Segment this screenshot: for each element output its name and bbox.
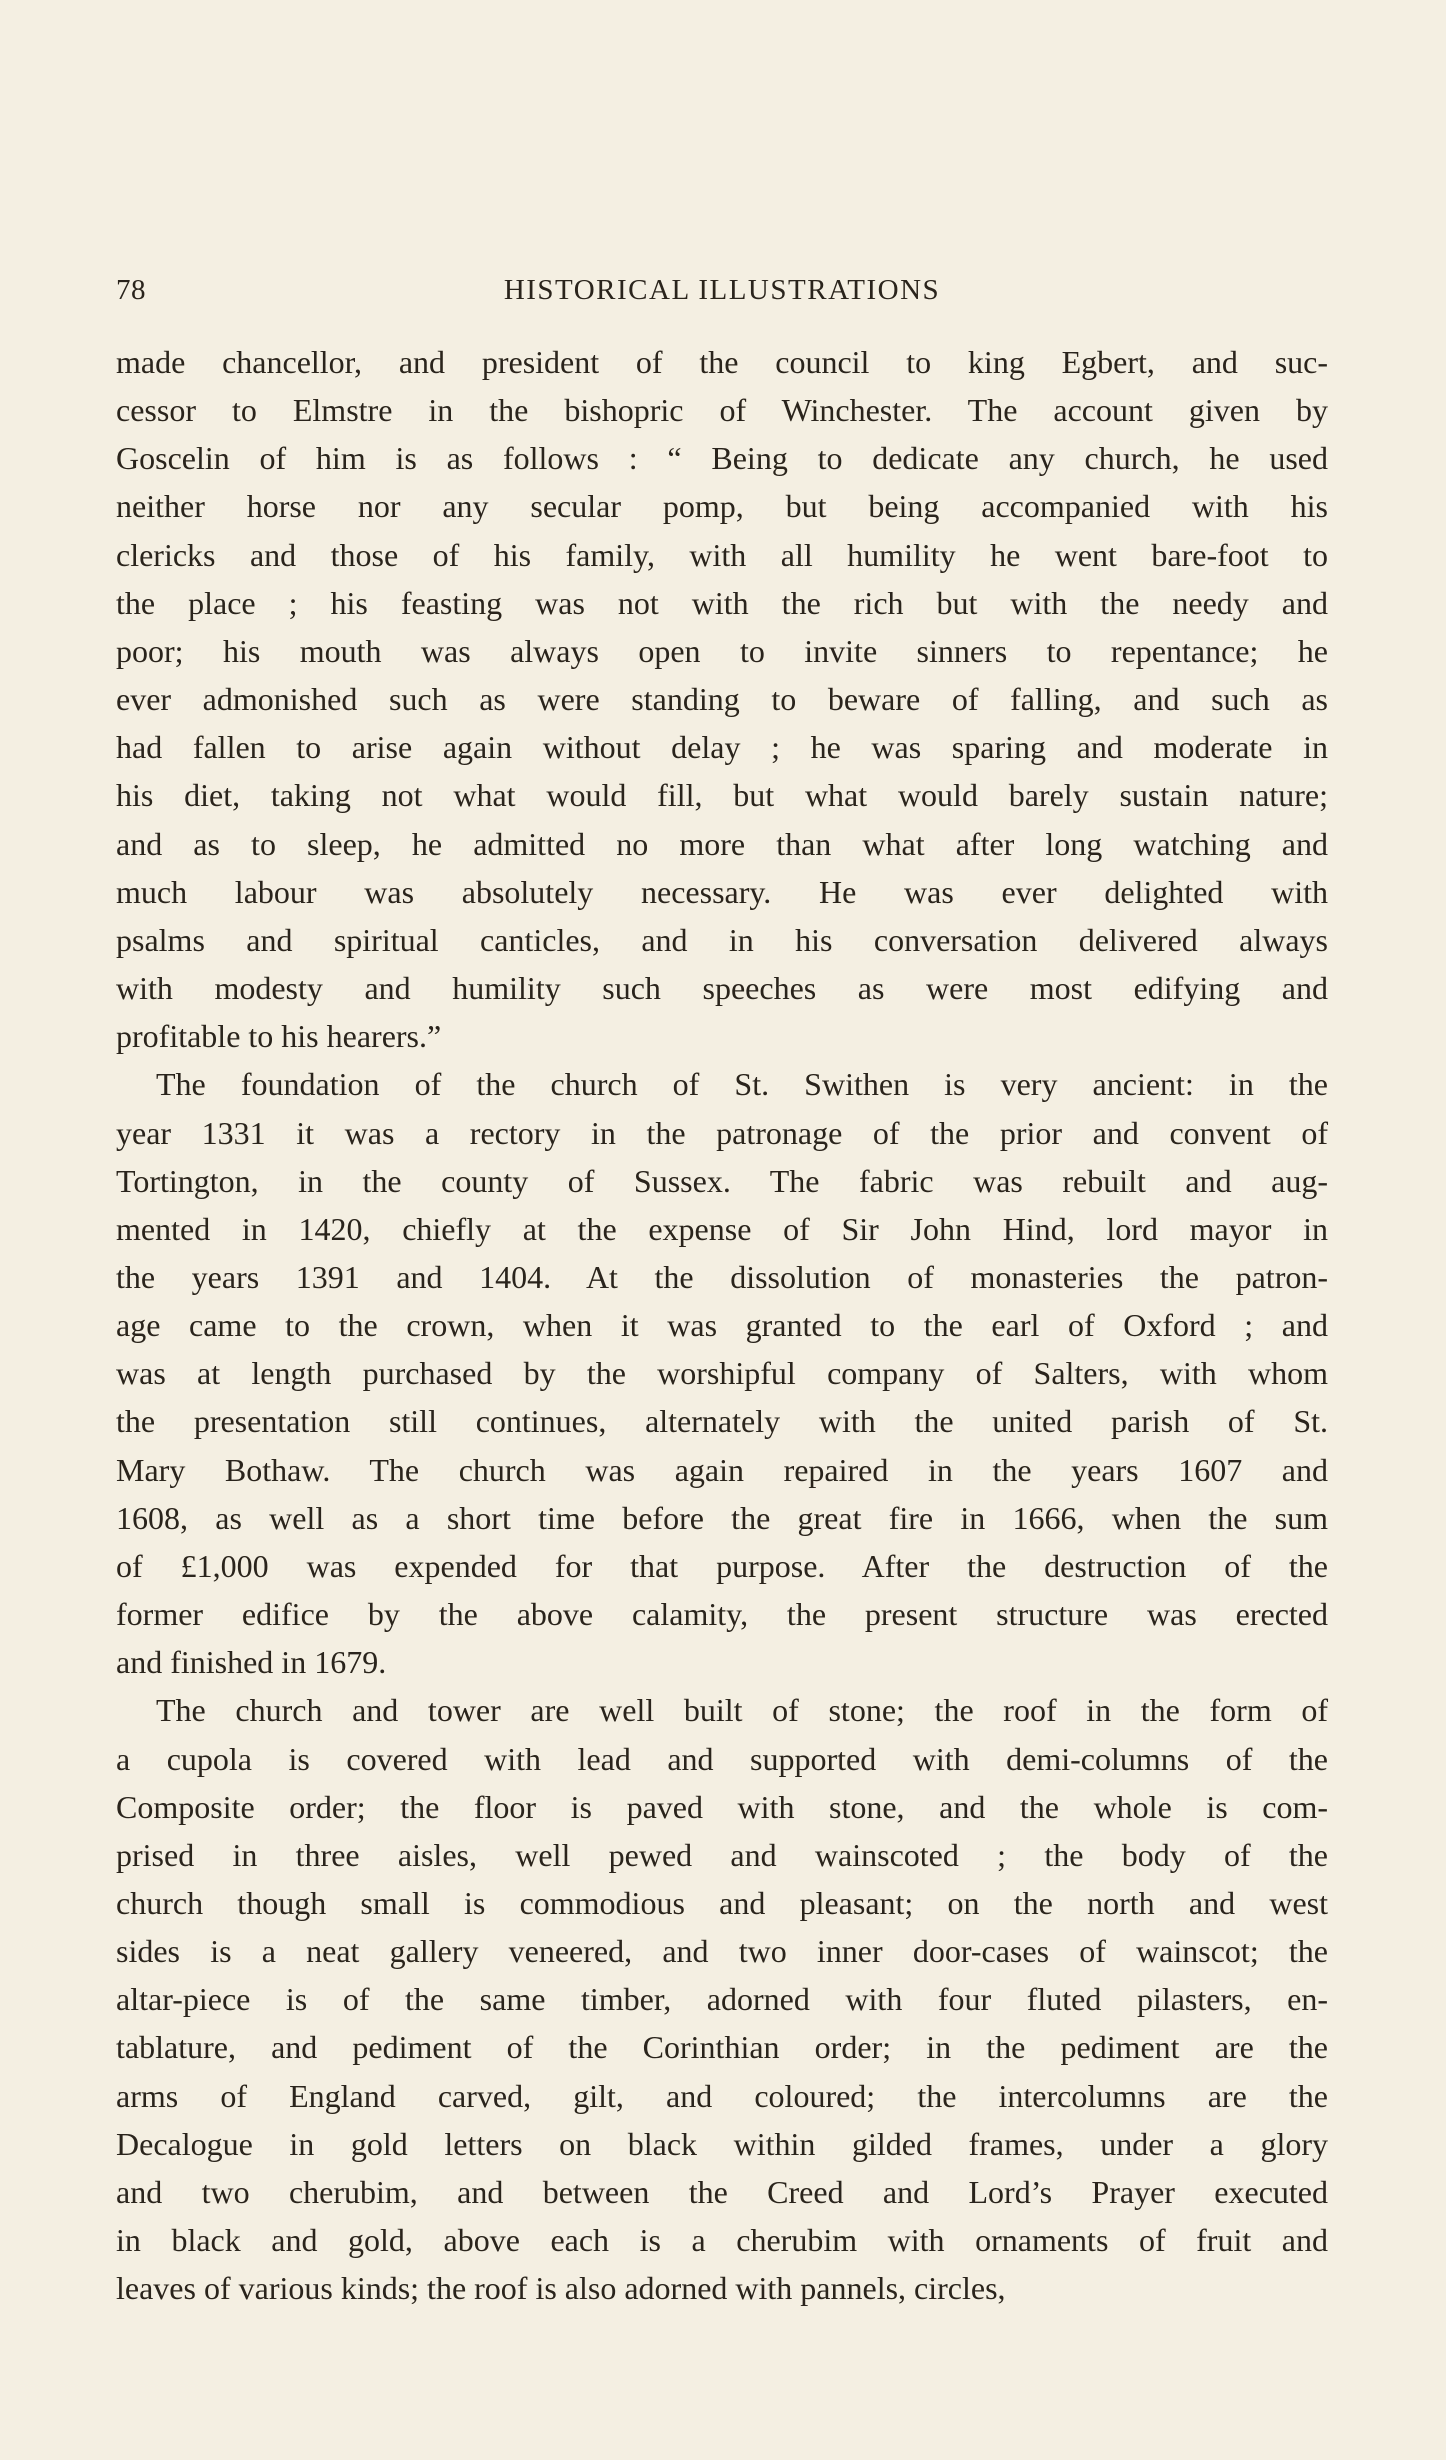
text-line: altar-piece is of the same timber, adorned with four fluted pilasters, en-: [116, 1981, 1328, 2018]
text-line: and two cherubim, and between the Creed and Lord’s Prayer executed: [116, 2173, 1328, 2210]
text-line: age came to the crown, when it was granted to the earl of Oxford ; and: [116, 1307, 1328, 1344]
text-line: 1608, as well as a short time before the great fire in 1666, when the sum: [116, 1499, 1328, 1536]
text-line: former edifice by the above calamity, the present structure was erected: [116, 1596, 1328, 1633]
text-line: and finished in 1679.: [116, 1644, 387, 1681]
text-line: year 1331 it was a rectory in the patronage of the prior and convent of: [116, 1114, 1328, 1151]
page-heading: HISTORICAL ILLUSTRATIONS: [503, 274, 941, 306]
text-line: with modesty and humility such speeches as were most edifying and: [116, 970, 1328, 1007]
page-number: 78: [116, 274, 146, 306]
text-line: much labour was absolutely necessary. He was ever delighted with: [116, 873, 1328, 910]
text-line: the presentation still continues, alternately with the united parish of St.: [116, 1403, 1328, 1440]
text-line: Composite order; the floor is paved with stone, and the whole is com-: [116, 1788, 1328, 1825]
text-line: the years 1391 and 1404. At the dissolution of monasteries the patron-: [116, 1258, 1328, 1295]
text-line: leaves of various kinds; the roof is also adorned with pannels, circles,: [116, 2270, 1006, 2307]
text-line: mented in 1420, chiefly at the expense of Sir John Hind, lord mayor in: [116, 1210, 1328, 1247]
text-line: the place ; his feasting was not with the rich but with the needy and: [116, 584, 1328, 621]
text-line: his diet, taking not what would fill, but what would barely sustain nature;: [116, 777, 1328, 814]
text-line: had fallen to arise again without delay ; he was sparing and moderate in: [116, 729, 1328, 766]
text-line: a cupola is covered with lead and supported with demi-columns of the: [116, 1740, 1328, 1777]
running-head: [116, 274, 1328, 314]
text-line: psalms and spiritual canticles, and in his conversation delivered always: [116, 921, 1328, 958]
text-line: Mary Bothaw. The church was again repaired in the years 1607 and: [116, 1451, 1328, 1488]
text-line: The foundation of the church of St. Swithen is very ancient: in the: [156, 1066, 1328, 1103]
text-line: arms of England carved, gilt, and coloured; the intercolumns are the: [116, 2077, 1328, 2114]
text-line: profitable to his hearers.”: [116, 1018, 442, 1055]
text-line: neither horse nor any secular pomp, but being accompanied with his: [116, 488, 1328, 525]
text-line: Decalogue in gold letters on black within gilded frames, under a glory: [116, 2125, 1328, 2162]
text-line: church though small is commodious and pleasant; on the north and west: [116, 1885, 1328, 1921]
text-line: prised in three aisles, well pewed and wainscoted ; the body of the: [116, 1836, 1328, 1873]
text-line: and as to sleep, he admitted no more than what after long watching and: [116, 825, 1328, 862]
text-line: clericks and those of his family, with all humility he went bare-foot to: [116, 536, 1328, 573]
text-line: Goscelin of him is as follows : “ Being to dedicate any church, he used: [116, 440, 1328, 477]
text-line: cessor to Elmstre in the bishopric of Winchester. The account given by: [116, 392, 1328, 429]
text-line: was at length purchased by the worshipful company of Salters, with whom: [116, 1355, 1328, 1392]
text-line: in black and gold, above each is a cherubim with ornaments of fruit and: [116, 2222, 1328, 2259]
text-line: ever admonished such as were standing to beware of falling, and such as: [116, 681, 1328, 718]
text-line: tablature, and pediment of the Corinthian order; in the pediment are the: [116, 2029, 1328, 2066]
text-line: Tortington, in the county of Sussex. The fabric was rebuilt and aug-: [116, 1162, 1328, 1199]
text-line: The church and tower are well built of stone; the roof in the form of: [156, 1692, 1328, 1729]
paragraph: [116, 338, 1328, 1060]
paragraph: [116, 1686, 1328, 2312]
text-line: of £1,000 was expended for that purpose. After the destruction of the: [116, 1547, 1328, 1584]
body-text: [116, 338, 1328, 2312]
text-line: poor; his mouth was always open to invite sinners to repentance; he: [116, 632, 1328, 669]
text-line: made chancellor, and president of the council to king Egbert, and suc-: [116, 344, 1328, 380]
text-line: sides is a neat gallery veneered, and two inner door-cases of wainscot; the: [116, 1933, 1328, 1970]
paragraph: [116, 1060, 1328, 1686]
